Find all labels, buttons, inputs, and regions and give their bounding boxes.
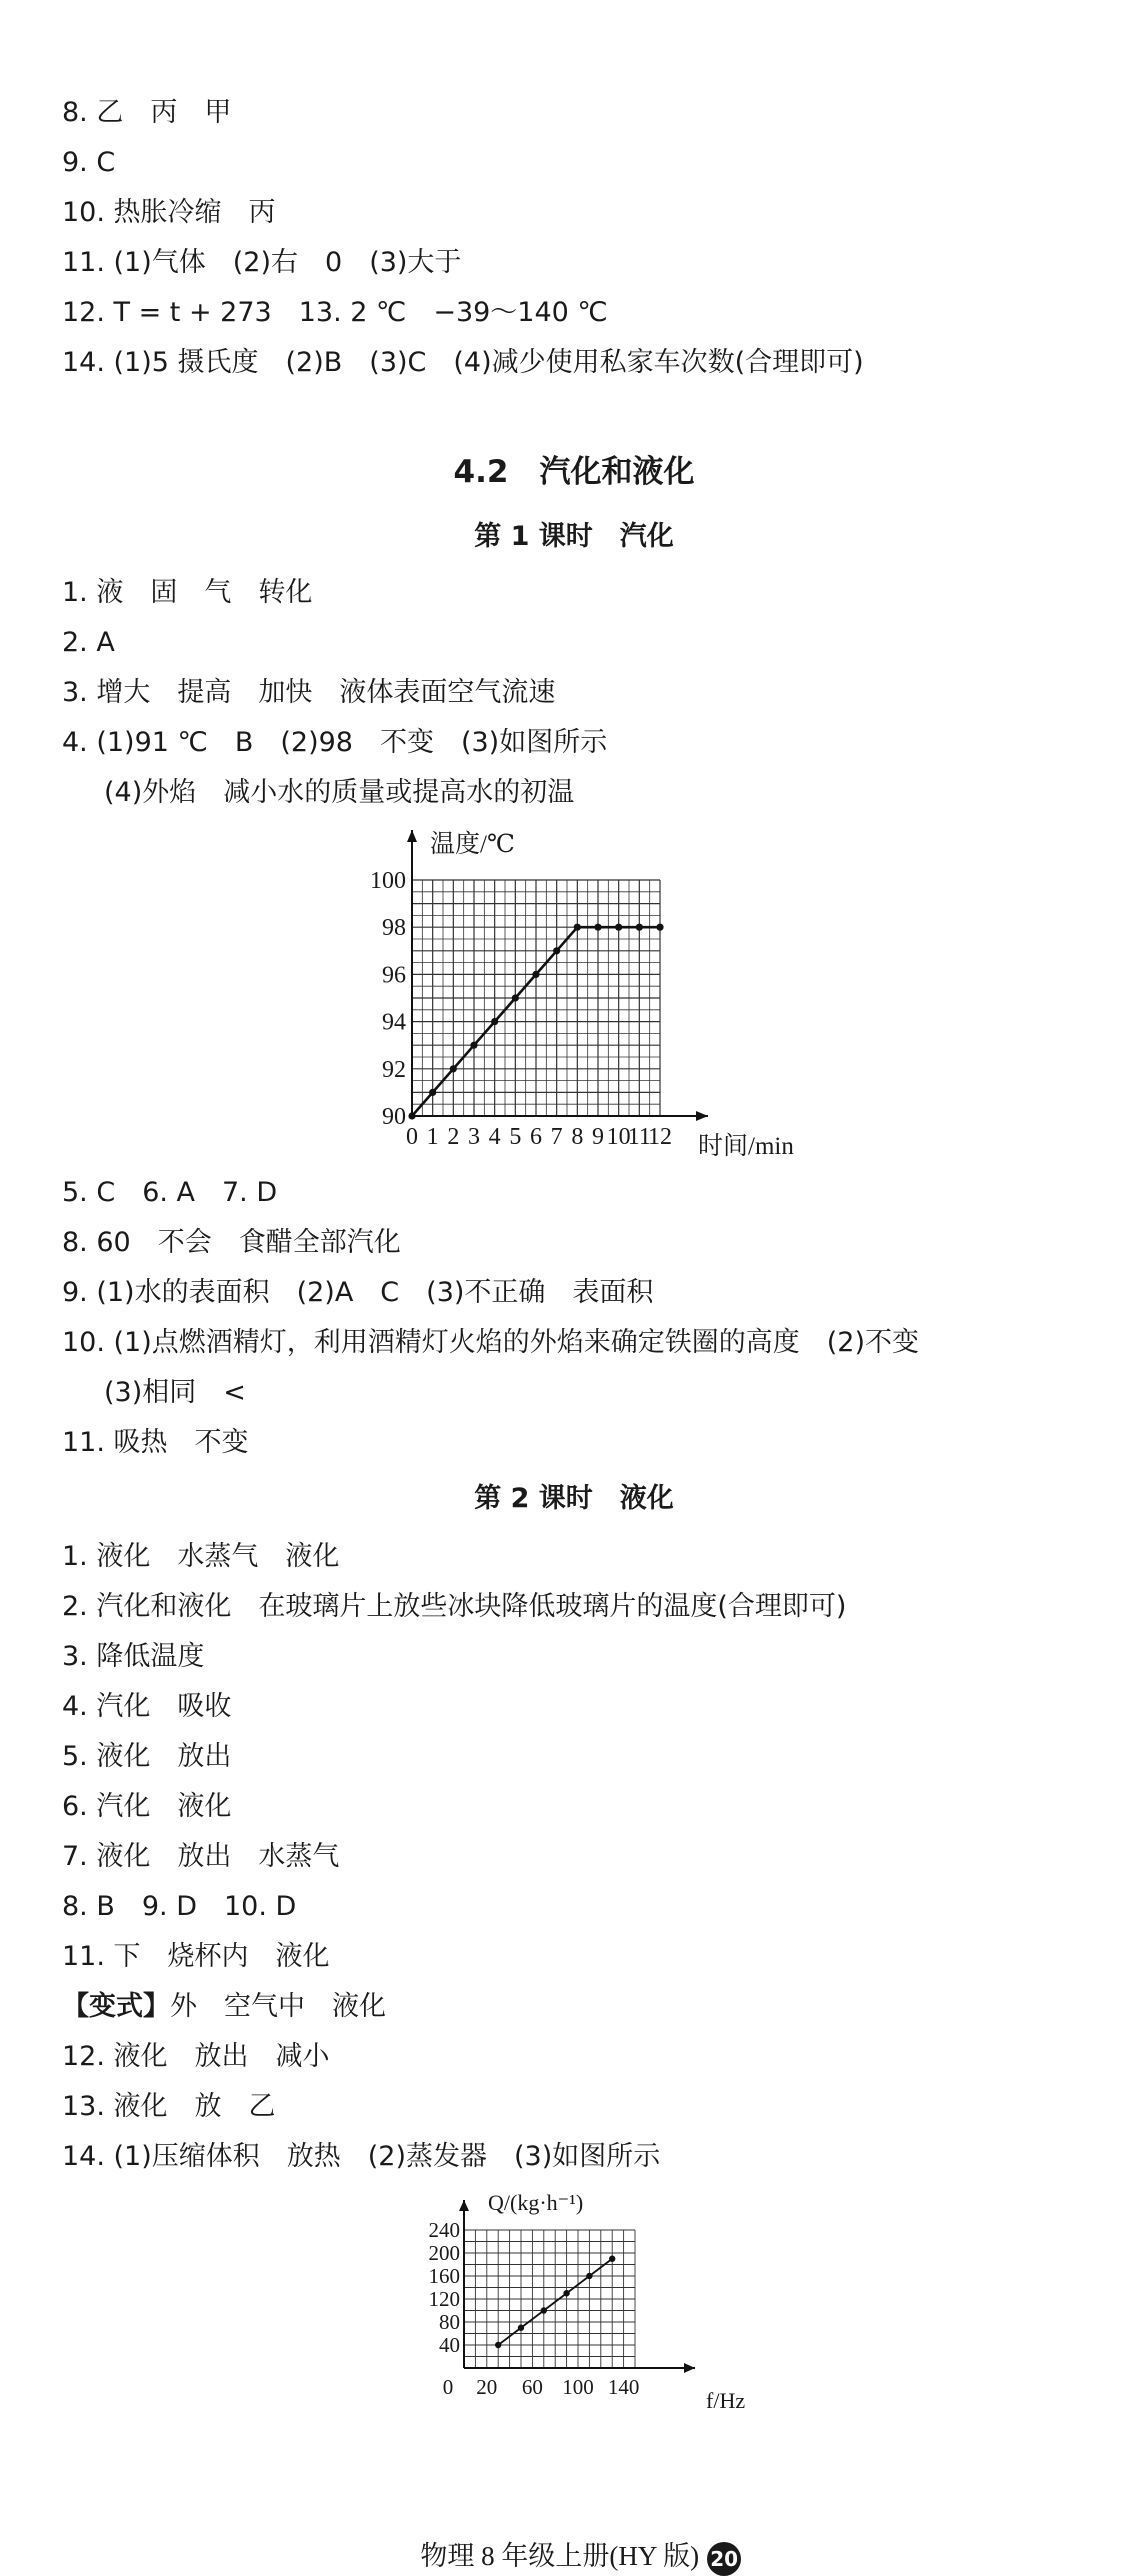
flow-frequency-chart bbox=[420, 2186, 770, 2416]
data-point bbox=[615, 924, 622, 931]
x-tick-label: 12 bbox=[648, 1124, 672, 1150]
data-point bbox=[541, 2307, 547, 2313]
answer-line: (4)外焰 减小水的质量或提高水的初温 bbox=[104, 777, 575, 808]
section-title: 4.2 汽化和液化 bbox=[453, 454, 695, 490]
answer-line: 4. 汽化 吸收 bbox=[62, 1691, 232, 1722]
answer-line: 12. 液化 放出 减小 bbox=[62, 2041, 330, 2072]
answer-line: 1. 液 固 气 转化 bbox=[62, 577, 313, 608]
data-point bbox=[495, 2342, 501, 2348]
answer-line: 5. C 6. A 7. D bbox=[62, 1177, 278, 1208]
data-point bbox=[512, 994, 519, 1001]
answer-line: 14. (1)压缩体积 放热 (2)蒸发器 (3)如图所示 bbox=[62, 2141, 661, 2172]
y-tick-label: 98 bbox=[382, 915, 406, 942]
x-tick-label: 140 bbox=[607, 2375, 640, 2399]
tick-labels bbox=[370, 868, 672, 1150]
y-tick-label: 200 bbox=[428, 2241, 460, 2265]
y-tick-label: 80 bbox=[439, 2310, 460, 2334]
x-tick-label: 11 bbox=[627, 1124, 651, 1150]
data-point bbox=[574, 924, 581, 931]
answer-line: 8. B 9. D 10. D bbox=[62, 1891, 297, 1922]
x-tick-label: 4 bbox=[488, 1124, 501, 1150]
answer-line: 9. C bbox=[62, 147, 116, 178]
data-point bbox=[518, 2325, 524, 2331]
answer-line: 5. 液化 放出 bbox=[62, 1741, 232, 1772]
answer-line: 11. (1)气体 (2)右 0 (3)大于 bbox=[62, 247, 462, 278]
answer-line: 2. A bbox=[62, 627, 115, 658]
answer-line: 14. (1)5 摄氏度 (2)B (3)C (4)减少使用私家车次数(合理即可) bbox=[62, 347, 864, 378]
y-tick-label: 240 bbox=[428, 2218, 460, 2242]
data-point bbox=[491, 1018, 498, 1025]
answer-line: 12. T = t + 273 13. 2 ℃ −39～140 ℃ bbox=[62, 297, 608, 328]
lesson2-title: 第 2 课时 液化 bbox=[474, 1483, 674, 1514]
x-tick-label: 0 bbox=[442, 2375, 454, 2399]
y-tick-label: 90 bbox=[382, 1104, 406, 1130]
data-point bbox=[563, 2290, 569, 2296]
answer-line: 7. 液化 放出 水蒸气 bbox=[62, 1841, 340, 1872]
y-tick-label: 160 bbox=[428, 2264, 460, 2288]
answer-line: 3. 降低温度 bbox=[62, 1641, 205, 1672]
x-axis-label: 时间/min bbox=[698, 1133, 794, 1160]
y-tick-label: 94 bbox=[382, 1009, 406, 1036]
answer-line: 10. 热胀冷缩 丙 bbox=[62, 197, 276, 228]
answer-line: 6. 汽化 液化 bbox=[62, 1791, 232, 1822]
x-tick-label: 100 bbox=[562, 2375, 594, 2399]
page-footer bbox=[0, 2503, 1148, 2576]
data-point bbox=[408, 1112, 415, 1119]
data-point bbox=[656, 924, 663, 931]
x-tick-label: 60 bbox=[521, 2375, 543, 2399]
chart-axes bbox=[407, 830, 708, 1121]
y-tick-label: 92 bbox=[382, 1056, 406, 1083]
x-tick-label: 9 bbox=[592, 1124, 604, 1150]
x-tick-label: 10 bbox=[606, 1124, 631, 1150]
y-axis-label: 温度/℃ bbox=[430, 831, 515, 858]
x-tick-label: 20 bbox=[476, 2375, 498, 2399]
answer-line: 9. (1)水的表面积 (2)A C (3)不正确 表面积 bbox=[62, 1277, 654, 1308]
answer-line: 4. (1)91 ℃ B (2)98 不变 (3)如图所示 bbox=[62, 727, 608, 758]
answer-line: 2. 汽化和液化 在玻璃片上放些冰块降低玻璃片的温度(合理即可) bbox=[62, 1591, 847, 1622]
chart-grid bbox=[412, 880, 660, 1116]
footer-text: 物理 8 年级上册(HY 版) bbox=[420, 2541, 700, 2571]
x-tick-label: 0 bbox=[406, 1124, 418, 1150]
y-axis-arrow bbox=[407, 830, 417, 842]
answer-line: 11. 吸热 不变 bbox=[62, 1427, 249, 1458]
y-axis-label: Q/(kg·h⁻¹) bbox=[488, 2190, 584, 2215]
answer-line: 13. 液化 放 乙 bbox=[62, 2091, 276, 2122]
lesson1-title: 第 1 课时 汽化 bbox=[474, 521, 674, 552]
x-tick-label: 8 bbox=[571, 1124, 584, 1150]
answer-line: 8. 60 不会 食醋全部汽化 bbox=[62, 1227, 401, 1258]
data-point bbox=[532, 971, 539, 978]
y-tick-label: 120 bbox=[428, 2287, 460, 2311]
data-point bbox=[586, 2273, 592, 2279]
answer-line: 3. 增大 提高 加快 液体表面空气流速 bbox=[62, 677, 556, 708]
answer-line: (3)相同 < bbox=[104, 1377, 246, 1408]
data-point bbox=[470, 1042, 477, 1049]
data-point bbox=[636, 924, 643, 931]
x-axis-arrow bbox=[684, 2363, 695, 2373]
x-tick-label: 1 bbox=[426, 1124, 439, 1150]
x-tick-label: 7 bbox=[550, 1124, 563, 1150]
y-tick-label: 96 bbox=[382, 962, 406, 989]
answer-line: 8. 乙 丙 甲 bbox=[62, 97, 232, 128]
x-tick-label: 2 bbox=[447, 1124, 460, 1150]
answer-line-variant: 【变式】外 空气中 液化 bbox=[62, 1991, 386, 2022]
data-point bbox=[594, 924, 601, 931]
y-tick-label: 100 bbox=[370, 868, 406, 894]
data-point bbox=[553, 947, 560, 954]
data-point bbox=[450, 1065, 457, 1072]
answer-line: 11. 下 烧杯内 液化 bbox=[62, 1941, 330, 1972]
page-number-badge: 20 bbox=[707, 2542, 741, 2576]
answer-line: 1. 液化 水蒸气 液化 bbox=[62, 1541, 340, 1572]
x-axis-label: f/Hz bbox=[706, 2388, 746, 2413]
x-tick-label: 3 bbox=[468, 1124, 480, 1150]
temperature-time-chart bbox=[360, 820, 820, 1170]
x-axis-arrow bbox=[696, 1111, 708, 1121]
data-point bbox=[429, 1089, 436, 1096]
chart-grid bbox=[464, 2230, 635, 2368]
tick-labels bbox=[429, 2218, 640, 2399]
x-tick-label: 6 bbox=[530, 1124, 542, 1150]
data-point bbox=[609, 2256, 615, 2262]
x-tick-label: 5 bbox=[509, 1124, 522, 1150]
variant-tag: 【变式】 bbox=[62, 1991, 170, 2022]
y-axis-arrow bbox=[459, 2200, 469, 2211]
y-tick-label: 40 bbox=[439, 2333, 460, 2357]
answer-line: 10. (1)点燃酒精灯，利用酒精灯火焰的外焰来确定铁圈的高度 (2)不变 bbox=[62, 1327, 920, 1358]
